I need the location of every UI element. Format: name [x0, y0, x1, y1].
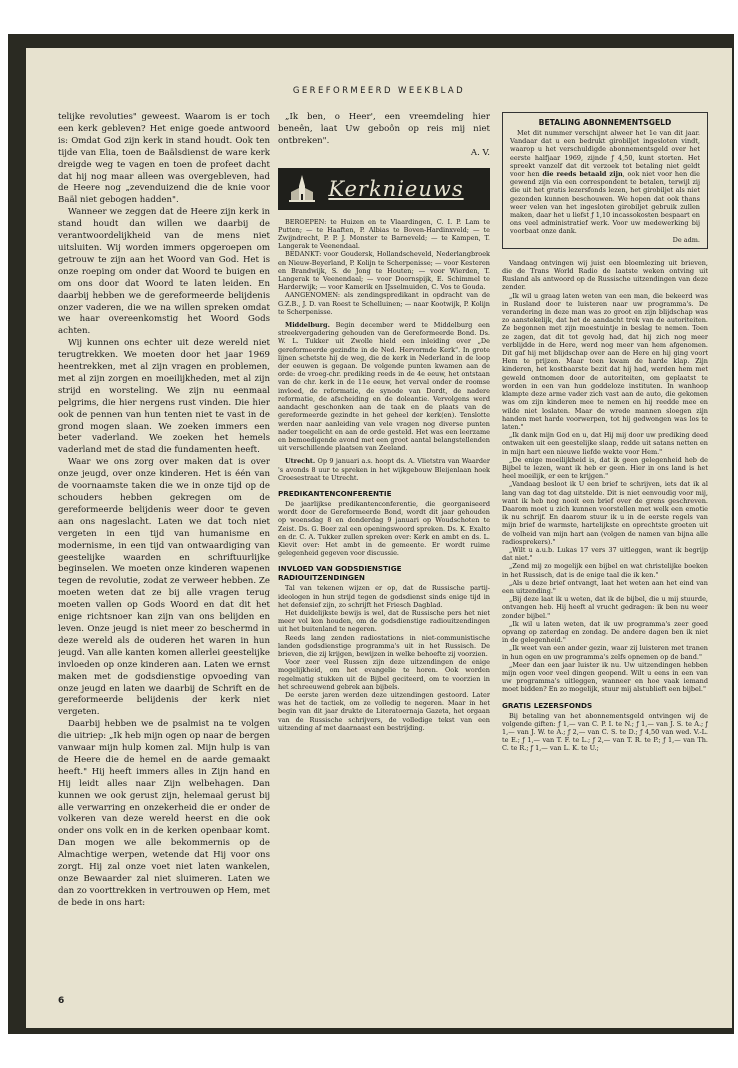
paragraph: De jaarlijkse predikantenconferentie, die georganiseerd wordt door de Gereformeerde Bond, wordt dit jaar gehouden op woensdag 8 en donderdag 9 januari op Woudschoten te Zeist. Ds. G. Boer zal een openingswoord spreken. Ds. K. Exalto en dr. C. A. Tukker zullen spreken over: Kerk en ambt en ds. L. Kievit over: Het ambt in de gemeente. Er wordt ruime gelegenheid gegeven voor discussie. — [278, 499, 490, 558]
letter-quote: „Ik weet van een ander gezin, waar zij luisteren met tranen in hun ogen en uw programma's zelfs opnemen op de band." — [502, 644, 708, 661]
news-item: BEDANKT: voor Goudersk, Hollandscheveld, Nederlangbroek en Nieuw-Beyerland, P. Kolijn te Scherpenisse; — voor Kesteren en Brandwijk, S. de Jong te Houten; — voor Wierden, T. Langerak te Veenendaal; — voor Doornspijk, E. Schimmel te Harderwijk; — voor Kamerik en IJsselmuiden, C. Vos te Gouda. — [278, 250, 490, 292]
item-text: Begin december werd te Middelburg een streekvergadering gehouden van de Gereformeerde Bond. Ds. W. L. Tukker uit Zwolle hield een inleiding over „De gereformeerde gezindte in de Ned. Hervormde Kerk". In grote lijnen schetste hij de weg, die de kerk in Nederland in de loop der eeuwen is gegaan. De volgende punten kwamen aan de orde: de vroeg-chr. prediking reeds in de 4e eeuw, het ontstaan van de chr. kerk in de 11e eeuw, het verval onder de roomse invloed, de reformatie, de synode van Dordt, de nadere reformatie, de afscheiding en de doleantie. Vervolgens werd aandacht geschonken aan de taak en de plaats van de gereformeerde gezindte in het geheel der kerk(en). Tenslotte werden naar aanleiding van vele vragen nog diverse punten nader toegelicht en aan de orde gesteld. Het was een leerzame en bemoedigende avond met een groot aantal belangstellenden uit verschillende plaatsen van Zeeland. — [278, 321, 490, 453]
paragraph: Het duidelijkste bewijs is wel, dat de Russische pers het niet meer vol kon houden, om de godsdienstige radiouitzendingen uit het buitenland te negeren. — [278, 608, 490, 634]
page-number: 6 — [58, 996, 65, 1006]
section-heading: GRATIS LEZERSFONDS — [502, 700, 593, 710]
kerknieuws-banner — [278, 168, 490, 210]
item-text: Op 9 januari a.s. hoopt ds. A. Vlietstra van Waarder 's avonds 8 uur te spreken in het wijkgebouw Bleijenlaan hoek Croesestraat te Utrecht. — [278, 457, 490, 482]
quote-signature: A. V. — [470, 147, 490, 158]
letter-quote: „Wilt u a.u.b. Lukas 17 vers 37 uitleggen, want ik begrijp dat niet." — [502, 545, 708, 563]
paragraph: Daarbij hebben we de psalmist na te volgen die uitriep: „Ik heb mijn ogen op naar de bergen vanwaar mijn hulp komen zal. Mijn hulp is van de Heere die de hemel en de aarde gemaakt heeft." Hij heeft immers alles in Zijn hand en Hij leidt alles naar Zijn welbehagen. Dan kunnen we ook gerust zijn, helemaal gerust bij alle verwarring en onzekerheid die er onder de volkeren van deze wereld heerst en die ook onder ons volk en in de kerken openbaar komt. Dan mogen we alle bekommernis op de Almachtige werpen, wetende dat Hij voor ons zorgt. Hij zal onze voet niet laten wankelen, onze Bewaarder zal niet sluimeren. Laten we dan zo voorttrekken in vertrouwen op Hem, met de bede in ons hart: — [58, 719, 270, 908]
column-right — [502, 112, 708, 992]
paragraph: Wij kunnen ons echter uit deze wereld niet terugtrekken. We moeten door het jaar 1969 heentrekken, met al zijn vragen en problemen, met al zijn zorgen en moeilijkheden, met al zijn strijd en worsteling. We zijn nu eenmaal pelgrims, die hier nergens rust vinden. Die hier ook de pennen van hun tenten niet te vast in de grond mogen slaan. We zoeken immers een beter vaderland. We zoeken het hemels vaderland met de stad die fundamenten heeft. — [58, 338, 270, 456]
column-middle — [278, 112, 490, 992]
letter-quote: „Als u deze brief ontvangt, laat het weten aan het eind van een uitzending." — [502, 578, 708, 595]
box-text: Met dit nummer verschijnt alweer het 1e van dit jaar. Vandaar dat u een bedrukt girobiljet ingesloten vindt, waarop u het verschuldigde abonnementsgeld over het eerste halfjaar 1969, zijnde ƒ 4,50, kunt storten. Het spreekt vanzelf dat dit verzoek tot betaling niet geldt voor hen die reeds betaald zijn, ook niet voor hen die gewend zijn via een correspondent te betalen, terwijl zij die uit het gratis lezersfonds lezen, het girobiljet als niet gezonden kunnen beschouwen. We hopen dat ook thans weer velen van het ingesloten girobiljet gebruik zullen maken, daar het u liefst ƒ 1,10 incassokosten bespaart en ons veel administratief werk. Voor uw medewerking bij voorbaat onze dank. — [510, 129, 700, 236]
paragraph: Voor zeer veel Russen zijn deze uitzendingen de enige mogelijkheid, om het evangelie te horen. Ook worden regelmatig stukken uit de Bijbel geciteerd, om te voorzien in het schreeuwend gebrek aan bijbels. — [278, 658, 490, 691]
paragraph: Waar we ons zorg over maken dat is over onze jeugd, over onze kinderen. Het is één van de voornaamste taken die we in onze tijd op de schouders hebben gekregen om de gereformeerde belijdenis weer door te geven aan ons nageslacht. Laten we dat toch niet vergeten in een tijd van humanisme en modernisme, in een tijd van ontwaardiging van geestelijke waarden en schriftuurlijke beginselen. We moeten onze kinderen wapenen tegen de revolutie, zodat ze verweer hebben. Ze moeten weten dat ze bij alle vragen terug moeten vallen op Gods Woord en dat dit het enige richtsnoer kan zijn van ons belijden en leven. Onze jeugd is niet meer zo beschermd in deze wereld als de ouderen het waren in hun jeugd. Van alle kanten komen allerlei geestelijke invloeden op onze kinderen aan. Laten we ernst maken met de godsdienstige opvoeding van onze jeugd en laten we daarbij de Schrift en de gereformeerde belijdenis der kerk niet vergeten. — [58, 457, 270, 718]
paragraph: Reeds lang zenden radiostations in niet-communistische landen godsdienstige programma's uit in het Russisch. De brieven, die zij krijgen, bewijzen in welke behoefte zij voorzien. — [278, 633, 490, 658]
item-lead: Middelburg. — [285, 321, 330, 330]
letter-quote: „Ik dank mijn God en u, dat Hij mij door uw prediking deed ontwaken uit een geestelijke slaap, redde uit satans netten en in mijn hart een nieuwe liefde wekte voor Hem." — [502, 431, 708, 456]
subscription-notice-box — [502, 112, 708, 249]
box-text-bold: die reeds betaald zijn — [542, 170, 623, 179]
utrecht-item — [278, 457, 490, 482]
magazine-page — [26, 48, 732, 1028]
letter-quote: „Ik wil u laten weten, dat ik uw programma's zeer goed opvang op zaterdag en zondag. De andere dagen ben ik niet in de gelegenheid." — [502, 619, 708, 645]
letter-quote: „Ik wil u graag laten weten van een man, die bekeerd was in Rusland door te luisteren naar uw programma's. De verandering in deze man was zo groot en zijn blijdschap was zo aanstekelijk, dat het de aandacht trok van de autoriteiten. Ze begonnen met zijn moestuintje in beslag te nemen. Toen ze zagen, dat dit tot gevolg had, dat hij zich nog meer verblijdde in de Here, werd nog meer van hem afgenomen. Dit gaf hij met blijdschap over aan de Here en hij ging voort Hem te prijzen. Maar toen kwam de harde klap. Zijn kinderen, het kostbaarste bezit dat hij had, werden hem met geweld ontnomen door de autoriteiten, om geplaatst te worden in een van hun goddeloze instituten. In wanhoop klampte deze arme vader zich vast aan de auto, die gekomen was om zijn kinderen mee te nemen en hij reedde mee en wilde niet loslaten. Maar de wrede mannen sloegen zijn handen met harde voorwerpen, tot hij gedwongen was los te laten." — [502, 291, 708, 431]
letter-quote: „Meer dan een jaar luister ik nu. Uw uitzendingen hebben mijn ogen voor veel dingen geopend. Wilt u eens in een van uw programma's uitleggen, wanneer en hoe vaak iemand moet bidden? En zo mogelijk, stuur mij alstublieft een bijbel." — [502, 660, 708, 694]
box-text-part: ook niet voor hen die gewend zijn via een correspondent te betalen, terwijl zij die uit het gratis lezersfonds lezen, het girobiljet als niet gezonden kunnen beschouwen. We hopen dat ook thans weer velen van het ingesloten girobiljet gebruik zullen maken, daar het u liefst ƒ 1,10 incassokosten bespaart en ons veel administratief werk. Voor uw medewerking bij voorbaat onze dank. — [510, 170, 700, 236]
running-header: GEREFORMEERD WEEKBLAD — [292, 86, 466, 96]
column-left — [58, 112, 270, 992]
letter-quote: „Vandaag besloot ik U een brief te schrijven, iets dat ik al lang van dag tot dag uitstelde. Dit is niet eenvoudig voor mij, want ik heb nog nooit een brief over de grens geschreven. Daarom moet u zich kunnen voorstellen met welk een emotie ik nu schrijf. En daarom stuur ik u in de eerste regels van mijn brief de warmste, hartelijkste en oprechtste groeten uit de volheid van mijn hart aan (volgen de namen van bijna alle radiosprekers)." — [502, 480, 708, 546]
box-signature: De adm. — [672, 235, 700, 244]
church-icon — [288, 174, 316, 206]
closing-quote: „Ik ben, o Heer', een vreemdeling hier beneên, laat Uw geboôn op reis mij niet ontbreken". — [278, 112, 490, 146]
paragraph: Tal van tekenen wijzen er op, dat de Russische partij-ideologen in hun strijd tegen de godsdienst sinds enige tijd in het defensief zijn, zo schrijft het Friesch Dagblad. — [278, 584, 490, 609]
letter-quote: „De enige moeilijkheid is, dat ik geen gelegenheid heb de Bijbel te lezen, want ik heb er geen. Hier in ons land is het heel moeilijk, er een te krijgen." — [502, 455, 708, 481]
middelburg-item — [278, 321, 490, 452]
section-heading: INVLOED VAN GODSDIENSTIGE RADIOUITZENDINGEN — [278, 564, 402, 583]
section-heading: PREDIKANTENCONFERENTIE — [278, 488, 392, 498]
news-item: BEROEPEN: te Huizen en te Vlaardingen, C. I. P. Lam te Putten; — te Haaften, P. Albias te Boven-Hardinxveld; — te Zwijndrecht, P. P. J. Monster te Barneveld; — te Kampen, T. Langerak te Veenendaal. — [278, 217, 490, 251]
paragraph: Vandaag ontvingen wij juist een bloemlezing uit brieven, die de Trans World Radio de laatste weken ontving uit Rusland als antwoord op de Russische uitzendingen van deze zender. — [502, 258, 708, 292]
news-item: AANGENOMEN: als zendingspredikant in opdracht van de G.Z.B., J. D. van Roest te Schelluinen; — naar Kootwijk, P. Kolijn te Scherpenisse. — [278, 291, 490, 316]
box-heading: BETALING ABONNEMENTSGELD — [538, 118, 672, 127]
paragraph: Bij betaling van het abonnementsgeld ontvingen wij de volgende giften: ƒ 1,— van C. P. I. te N.; ƒ 1,— van J. S. te A.; ƒ 1,— van J. W. te A.; ƒ 2,— van C. S. te D.; ƒ 4,50 van wed. V.-L. te E.; ƒ 1,— van T. F. te L.; ƒ 2,— van T. R. te P.; ƒ 1,— van Th. C. te R.; ƒ 1,— van L. K. te U.; — [502, 711, 708, 753]
letter-quote: „Zend mij zo mogelijk een bijbel en wat christelijke boeken in het Russisch, dat is de enige taal die ik ken." — [502, 562, 708, 579]
paragraph: De eerste jaren werden deze uitzendingen gestoord. Later was het de tactiek, om ze volledig te negeren. Maar in het begin van dit jaar drukte de Literatoernaja Gazeta, het orgaan van de Russische schrijvers, de volledige tekst van een uitzending af met daarnaast een bestrijding. — [278, 690, 490, 732]
box-text-part: Met dit nummer verschijnt alweer het 1e van dit jaar. Vandaar dat u een bedrukt girobiljet ingesloten vindt, waarop u het verschuldigde abonnementsgeld over het eerste halfjaar 1969, zijnde ƒ 4,50, kunt storten. Het spreekt vanzelf dat dit verzoek tot betaling niet geldt voor hen — [510, 129, 700, 179]
paragraph: Wanneer we zeggen dat de Heere zijn kerk in stand houdt dan willen we daarbij de verantwoordelijkheid van de mens niet uitsluiten. Wij worden immers opgeroepen om getrouw te zijn aan het Woord van God. Het is onze roeping om onder dat Woord te buigen en om ons door dat Woord te laten leiden. En daarbij hebben we de gereformeerde belijdenis onzer vaderen, die we na willen spreken omdat we haar overeenkomstig het Woord Gods achten. — [58, 207, 270, 337]
item-lead: Utrecht. — [285, 457, 316, 466]
banner-title: Kerknieuws — [328, 176, 464, 201]
letter-quote: „Bij deze laat ik u weten, dat ik de bijbel, die u mij stuurde, ontvangen heb. Hij heeft al vrucht gedragen: ik ben nu weer zonder bijbel." — [502, 595, 708, 620]
paragraph: telijke revoluties" geweest. Waarom is er toch een kerk gebleven? Het enige goede antwoord is: Omdat God zijn kerk in stand houdt. Ook ten tijde van Elia, toen de Baälsdienst de ware kerk dreigde weg te vagen en toen de profeet dacht dat hij nog maar alleen was overgebleven, had de Heere nog „zevenduizend die de knie voor Baäl niet gebogen hadden". — [58, 112, 270, 206]
